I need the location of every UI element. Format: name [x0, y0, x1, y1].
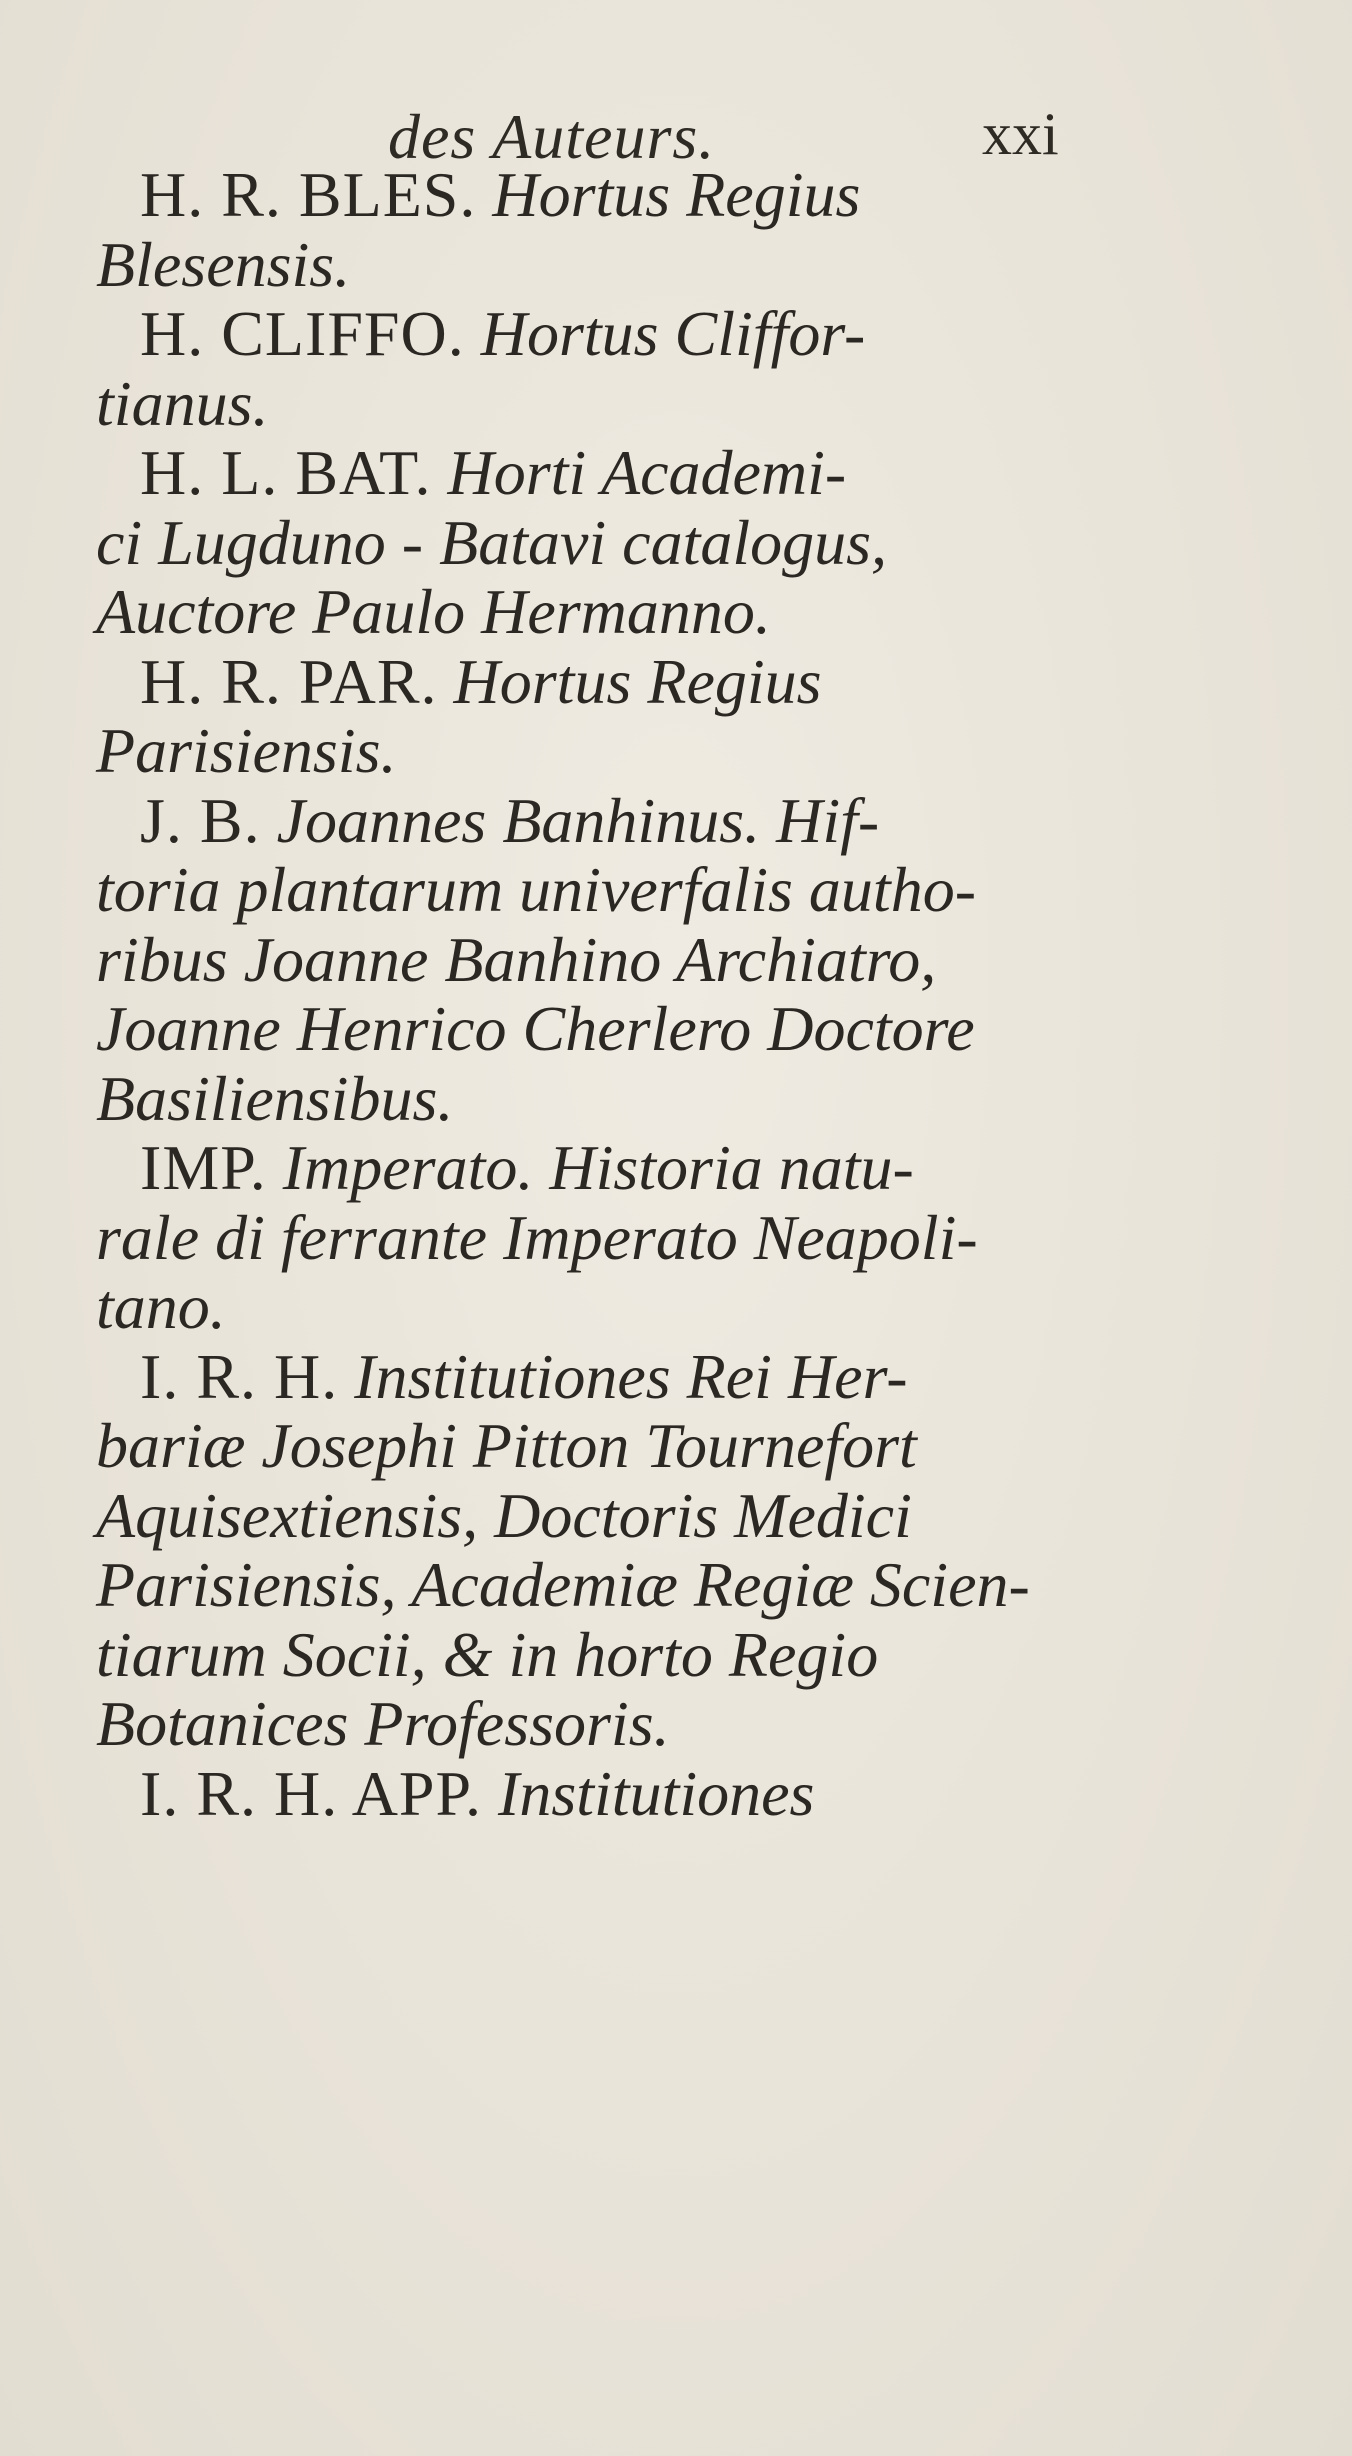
entry-text: Auctore Paulo Hermanno.: [96, 576, 771, 647]
entry-text: Horti Academi-: [431, 437, 847, 508]
text-line: [96, 1203, 1096, 1273]
entry-text: Hortus Regius: [476, 159, 861, 230]
abbreviation: I. R. H.: [140, 1340, 339, 1412]
entry-text: ci Lugduno - Batavi catalogus,: [96, 506, 888, 578]
text-line: [96, 369, 1096, 439]
entry-text: tano.: [96, 1271, 226, 1342]
abbreviation: H. CLIFFO.: [140, 298, 465, 369]
entry-text: Hortus Cliffor-: [464, 298, 866, 369]
text-line: [96, 508, 1096, 578]
text-line: [96, 438, 1096, 508]
text-line: [96, 855, 1096, 925]
entry-text: Parisiensis, Academiæ Regiæ Scien-: [96, 1549, 1030, 1620]
entry-text: Imperato. Historia natu-: [266, 1132, 914, 1203]
abbreviation: IMP.: [140, 1132, 267, 1203]
entry-text: Basiliensibus.: [96, 1062, 454, 1134]
text-line: [96, 577, 1096, 647]
entry-text: rale di ferrante Imperato Neapoli-: [96, 1201, 978, 1273]
text-line: [96, 925, 1096, 995]
text-line: [96, 1272, 1096, 1342]
abbreviation: H. L. BAT.: [140, 437, 432, 508]
running-title: des Auteurs.: [388, 101, 716, 172]
text-line: [96, 716, 1096, 786]
abbreviation: H. R. PAR.: [140, 645, 438, 717]
page-number: xxi: [982, 101, 1059, 167]
abbreviation: J. B.: [140, 784, 261, 856]
text-line: [96, 1064, 1096, 1134]
entry-text: bariæ Josephi Pitton Tournefort: [96, 1410, 917, 1481]
entry-text: Joannes Banhinus. Hif-: [260, 784, 880, 856]
text-line: [96, 1481, 1096, 1551]
abbreviation: H. R. BLES.: [140, 159, 477, 230]
text-line: [96, 160, 1096, 230]
text-line: [96, 230, 1096, 300]
entry-text: toria plantarum univerfalis autho-: [96, 854, 976, 925]
entry-text: Institutiones: [482, 1757, 815, 1829]
entry-text: Joanne Henrico Cherlero Doctore: [96, 993, 975, 1064]
text-line: [96, 647, 1096, 717]
text-line: [96, 994, 1096, 1064]
text-line: [96, 1133, 1096, 1203]
entry-text: Botanices Professoris.: [96, 1688, 670, 1759]
text-line: [96, 1411, 1096, 1481]
text-line: [96, 1550, 1096, 1620]
abbreviation: I. R. H. APP.: [140, 1757, 482, 1829]
entry-text: Parisiensis.: [96, 715, 397, 786]
entry-text: tianus.: [96, 367, 269, 439]
entry-text: Institutiones Rei Her-: [338, 1340, 908, 1412]
text-line: [96, 299, 1096, 369]
entry-text: Blesensis.: [96, 228, 351, 300]
text-line: [96, 1620, 1096, 1690]
text-line: [96, 1689, 1096, 1759]
text-line: [96, 1759, 1096, 1829]
entry-text: Aquisextiensis, Doctoris Medici: [96, 1479, 912, 1551]
page-header: [0, 62, 1352, 172]
abbreviations-list: [96, 160, 1096, 1828]
text-line: [96, 1342, 1096, 1412]
entry-text: tiarum Socii, & in horto Regio: [96, 1618, 879, 1690]
entry-text: Hortus Regius: [437, 645, 822, 717]
text-line: [96, 786, 1096, 856]
entry-text: ribus Joanne Banhino Archiatro,: [96, 923, 937, 995]
